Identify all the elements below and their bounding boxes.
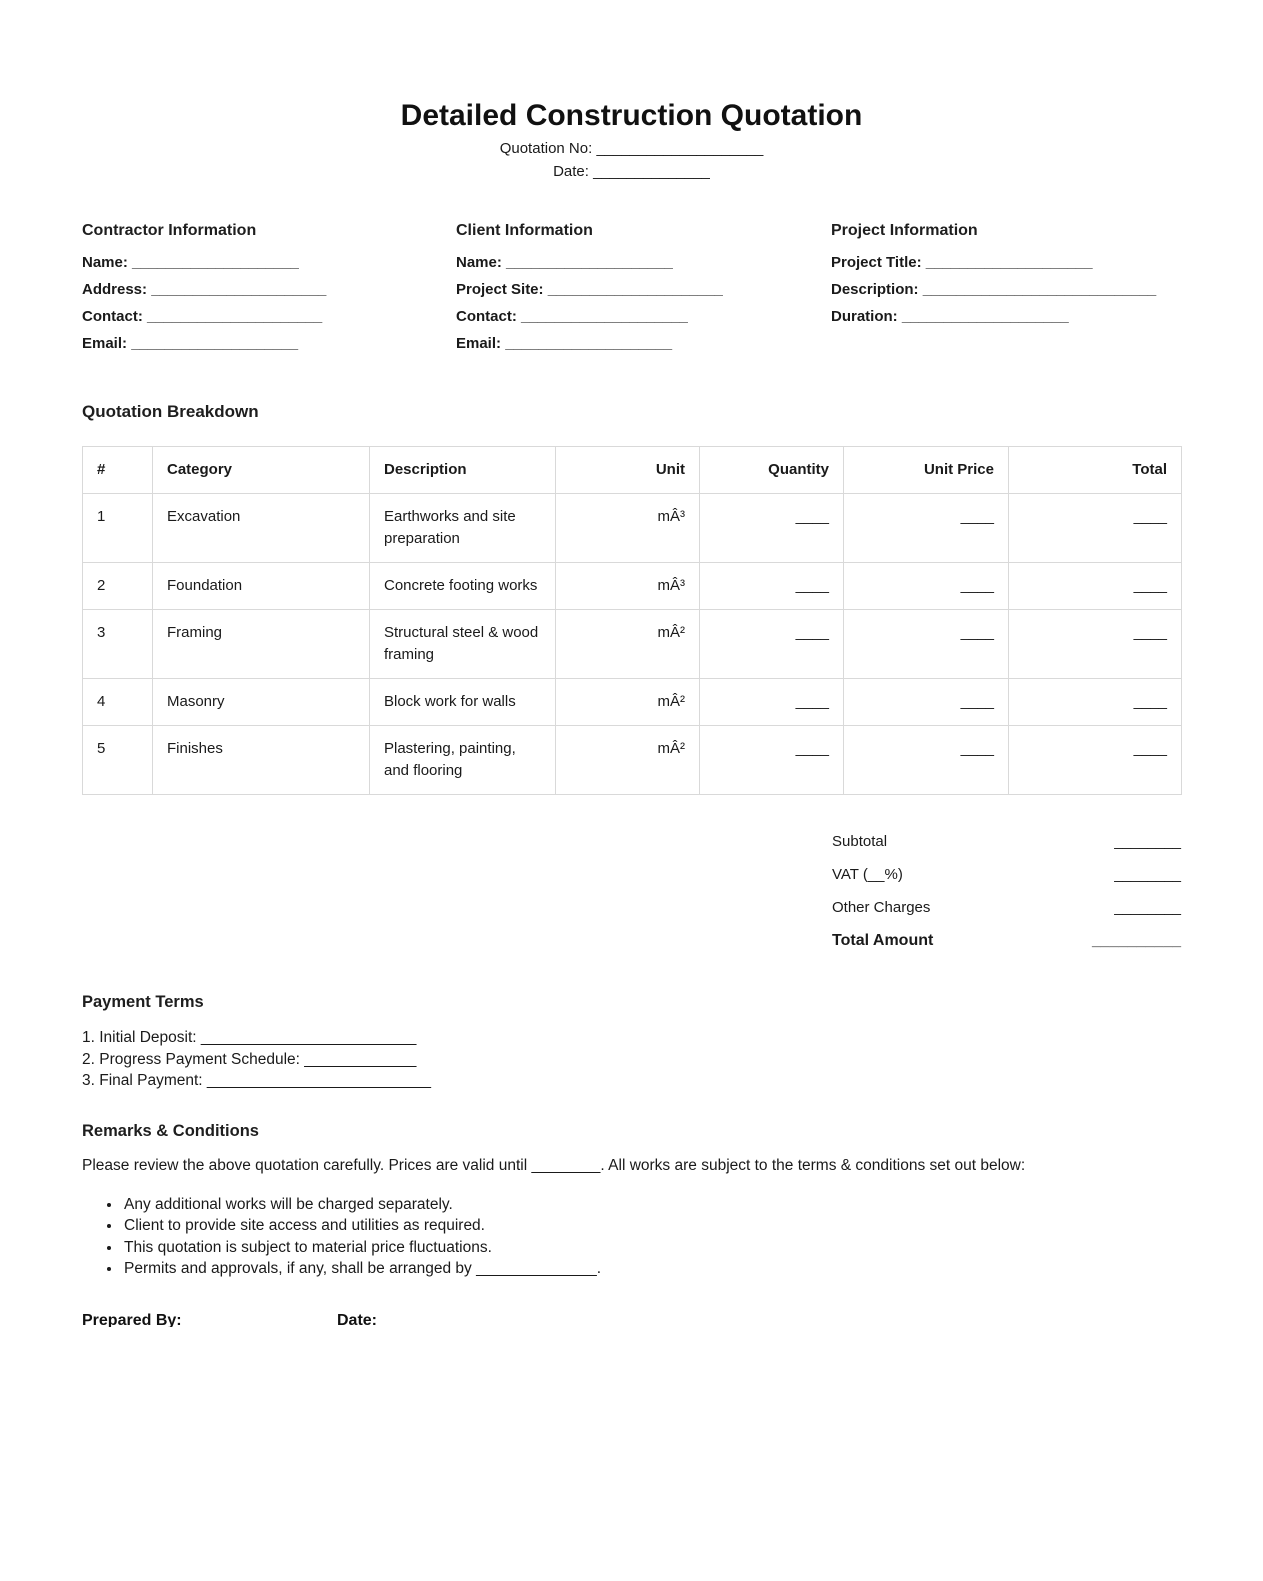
col-header-description: Description (370, 447, 556, 494)
cell-unit: mÂ³ (556, 563, 700, 610)
field-label: Email: (456, 335, 502, 352)
cell-unit-price-blank: ____ (844, 563, 1009, 610)
client-info-fields (456, 249, 831, 357)
signature-line (82, 1311, 1181, 1327)
cell-number: 4 (83, 679, 153, 726)
field-blank: ____________________ (506, 254, 673, 271)
date-blank: ______________ (593, 163, 710, 180)
field-blank: ____________________ (505, 335, 673, 352)
cell-number: 3 (83, 610, 153, 679)
vat-row (832, 866, 1181, 899)
cell-number: 1 (83, 494, 153, 563)
cell-total-blank: ____ (1009, 563, 1182, 610)
cell-number: 2 (83, 563, 153, 610)
field-label: Email: (82, 335, 128, 352)
project-info-heading: Project Information (831, 222, 978, 239)
contractor-email-field (82, 330, 456, 357)
field-label: Contact: (82, 308, 143, 325)
field-label: Address: (82, 281, 148, 298)
remark-bullet: • This quotation is subject to material price fluctuations. (122, 1237, 1181, 1259)
total-amount-blank: __________ (1092, 932, 1181, 949)
table-header-row (83, 447, 1182, 494)
totals-section (832, 833, 1181, 965)
contractor-name-field (82, 249, 456, 276)
cell-quantity-blank: ____ (700, 679, 844, 726)
remark-bullet: • Permits and approvals, if any, shall be arranged by ______________. (122, 1258, 1181, 1280)
client-info-section (456, 220, 831, 357)
cell-total-blank: ____ (1009, 494, 1182, 563)
field-blank: _____________________ (547, 281, 723, 298)
cell-category: Finishes (153, 726, 370, 795)
payment-term-final-payment: 3. Final Payment: __________________________ (82, 1072, 432, 1089)
cell-category: Masonry (153, 679, 370, 726)
remark-bullet: • Client to provide site access and utilities as required. (122, 1215, 1181, 1237)
date-label: Date: (553, 163, 589, 180)
remarks-intro-text: Please review the above quotation carefully. Prices are valid until ________. All works are subject to the terms & conditions set out below: (82, 1156, 1026, 1174)
info-columns (82, 220, 1181, 357)
quotation-breakdown-table (82, 446, 1182, 795)
field-blank: ____________________ (925, 254, 1093, 271)
cell-unit-price-blank: ____ (844, 494, 1009, 563)
subtotal-row (832, 833, 1181, 866)
cell-unit: mÂ³ (556, 494, 700, 563)
cell-description: Plastering, painting, and flooring (370, 726, 556, 795)
col-header-total: Total (1009, 447, 1182, 494)
table-row (83, 726, 1182, 795)
project-duration-field (831, 303, 1181, 330)
field-blank: ____________________ (132, 254, 299, 271)
cell-quantity-blank: ____ (700, 610, 844, 679)
field-blank: ____________________ (131, 335, 299, 352)
table-row (83, 610, 1182, 679)
cell-quantity-blank: ____ (700, 494, 844, 563)
page-title: Detailed Construction Quotation (400, 99, 863, 132)
cell-category: Foundation (153, 563, 370, 610)
project-info-section (831, 220, 1181, 357)
cell-description: Structural steel & wood framing (370, 610, 556, 679)
payment-terms-heading: Payment Terms (82, 993, 204, 1011)
cell-total-blank: ____ (1009, 679, 1182, 726)
vat-label: VAT (__%) (832, 866, 903, 883)
contractor-info-section (82, 220, 456, 357)
client-name-field (456, 249, 831, 276)
field-blank: _____________________ (147, 308, 323, 325)
cell-unit: mÂ² (556, 610, 700, 679)
cell-unit: mÂ² (556, 679, 700, 726)
subtotal-blank: ________ (1114, 833, 1181, 850)
remark-bullet: • Any additional works will be charged separately. (122, 1194, 1181, 1216)
cell-number: 5 (83, 726, 153, 795)
col-header-unit-price: Unit Price (844, 447, 1009, 494)
table-row (83, 563, 1182, 610)
cell-unit-price-blank: ____ (844, 726, 1009, 795)
subtotal-label: Subtotal (832, 833, 888, 850)
quotation-no-line (82, 140, 1181, 157)
cell-description: Earthworks and site preparation (370, 494, 556, 563)
remarks-conditions-heading: Remarks & Conditions (82, 1121, 259, 1140)
cell-description: Block work for walls (370, 679, 556, 726)
col-header-number: # (83, 447, 153, 494)
quotation-breakdown-heading: Quotation Breakdown (82, 402, 259, 421)
cell-category: Excavation (153, 494, 370, 563)
cell-unit-price-blank: ____ (844, 679, 1009, 726)
col-header-quantity: Quantity (700, 447, 844, 494)
field-blank: ____________________ (901, 308, 1069, 325)
client-project-site-field (456, 276, 831, 303)
client-contact-field (456, 303, 831, 330)
contractor-address-field (82, 276, 456, 303)
field-label: Contact: (456, 308, 517, 325)
field-blank: ____________________________ (922, 281, 1157, 298)
document-page (0, 98, 1263, 1327)
remarks-bullet-list (82, 1194, 1181, 1280)
quotation-no-label: Quotation No: (499, 140, 593, 157)
payment-terms-list (82, 1027, 1181, 1092)
field-label: Duration: (831, 308, 898, 325)
footer-date-label: Date: (337, 1311, 378, 1327)
contractor-info-fields (82, 249, 456, 357)
cell-category: Framing (153, 610, 370, 679)
total-amount-row (832, 932, 1181, 965)
col-header-category: Category (153, 447, 370, 494)
cell-unit: mÂ² (556, 726, 700, 795)
prepared-by-label: Prepared By: (82, 1311, 182, 1327)
date-line (82, 163, 1181, 180)
field-label: Project Site: (456, 281, 544, 298)
cell-description: Concrete footing works (370, 563, 556, 610)
other-charges-blank: ________ (1114, 899, 1181, 916)
client-email-field (456, 330, 831, 357)
other-charges-row (832, 899, 1181, 932)
project-title-field (831, 249, 1181, 276)
contractor-contact-field (82, 303, 456, 330)
client-info-heading: Client Information (456, 222, 593, 239)
field-blank: ____________________ (521, 308, 688, 325)
field-blank: _____________________ (151, 281, 327, 298)
col-header-unit: Unit (556, 447, 700, 494)
field-label: Project Title: (831, 254, 922, 271)
other-charges-label: Other Charges (832, 899, 931, 916)
vat-blank: ________ (1114, 866, 1181, 883)
table-row (83, 679, 1182, 726)
field-label: Name: (456, 254, 502, 271)
cell-total-blank: ____ (1009, 726, 1182, 795)
table-row (83, 494, 1182, 563)
cell-total-blank: ____ (1009, 610, 1182, 679)
project-description-field (831, 276, 1181, 303)
cell-quantity-blank: ____ (700, 726, 844, 795)
total-amount-label: Total Amount (832, 932, 934, 949)
payment-term-initial-deposit: 1. Initial Deposit: _________________________ (82, 1029, 417, 1046)
contractor-info-heading: Contractor Information (82, 222, 257, 239)
cell-quantity-blank: ____ (700, 563, 844, 610)
field-label: Description: (831, 281, 919, 298)
cell-unit-price-blank: ____ (844, 610, 1009, 679)
project-info-fields (831, 249, 1181, 330)
quotation-no-blank: ____________________ (596, 140, 764, 157)
payment-term-progress-schedule: 2. Progress Payment Schedule: _____________ (82, 1050, 417, 1068)
field-label: Name: (82, 254, 128, 271)
